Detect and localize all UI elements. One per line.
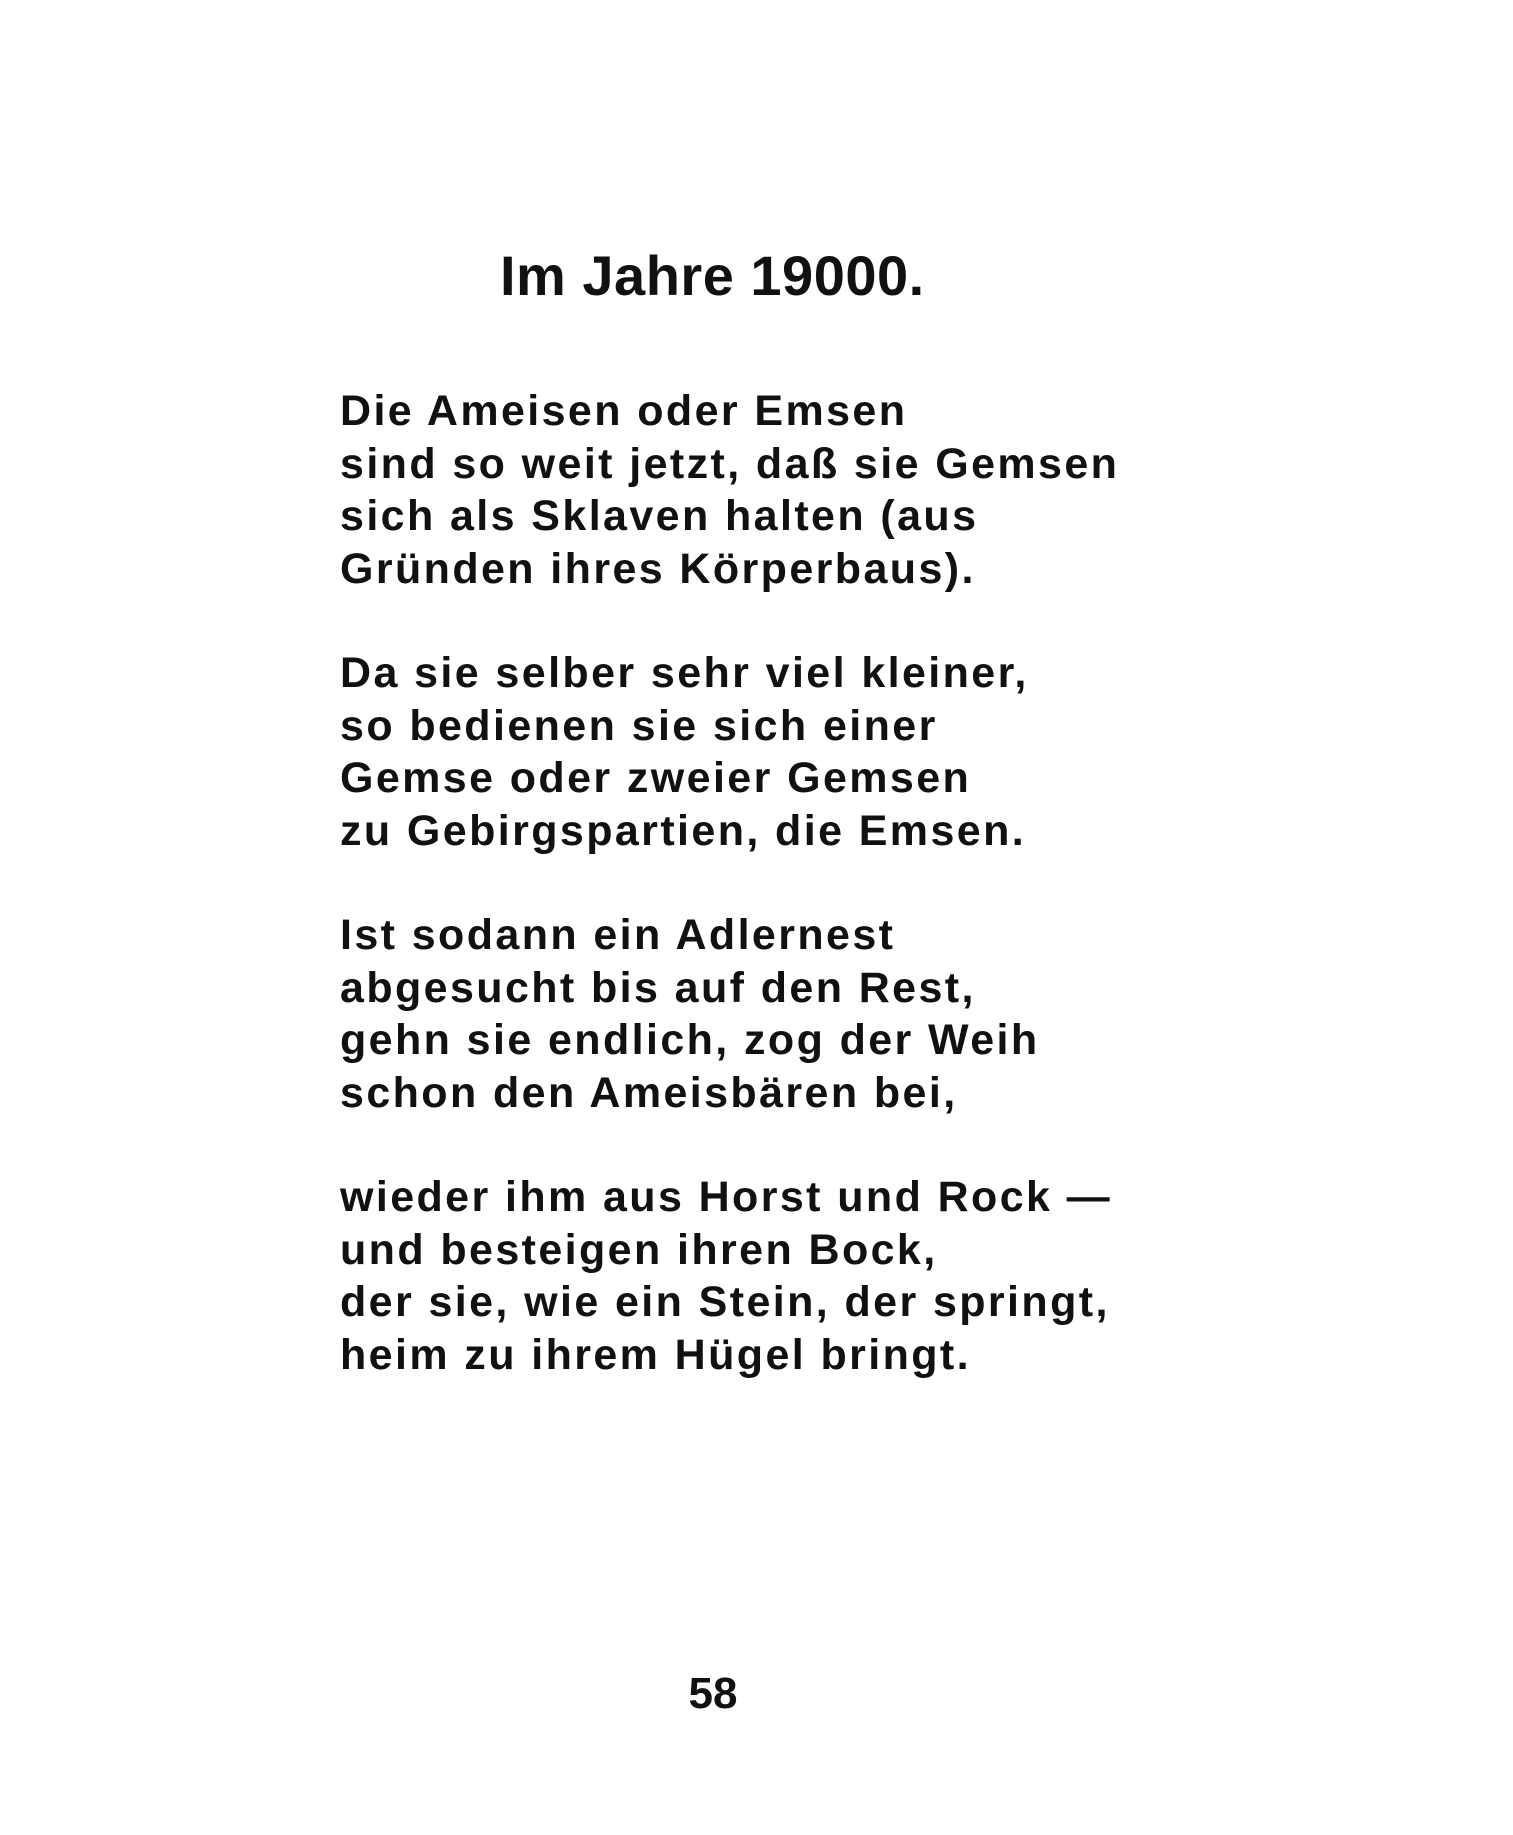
poem-line: sich als Sklaven halten (aus [340,492,979,540]
poem-line: Gemse oder zweier Gemsen [340,754,972,802]
stanza-1 [340,385,1380,595]
poem-line: und besteigen ihren Bock, [340,1225,938,1274]
poem-title: Im Jahre 19000. [500,244,925,307]
poem-line: heim zu ihrem Hügel bringt. [340,1330,972,1379]
stanza-3 [340,909,1380,1119]
poem-line: zu Gebirgspartien, die Emsen. [340,806,1027,855]
page-number: 58 [688,1669,738,1718]
stanza-2 [340,647,1380,857]
poem-line: Gründen ihres Körperbaus). [340,544,976,593]
poem-line: Die Ameisen oder Emsen [340,387,908,435]
poem-line: gehn sie endlich, zog der Weih [340,1016,1040,1064]
poem-line: Ist sodann ein Adlernest [340,911,896,959]
poem-line: wieder ihm aus Horst und Rock — [340,1173,1113,1221]
poem-line: abgesucht bis auf den Rest, [340,963,976,1012]
poem-line: der sie, wie ein Stein, der springt, [340,1278,1110,1326]
poem-line: schon den Ameisbären bei, [340,1068,958,1117]
poem-body [340,385,1380,1433]
poem-line: Da sie selber sehr viel kleiner, [340,649,1029,697]
poem-line: so bedienen sie sich einer [340,701,938,750]
stanza-4 [340,1171,1380,1381]
poem-line: sind so weit jetzt, daß sie Gemsen [340,439,1120,488]
